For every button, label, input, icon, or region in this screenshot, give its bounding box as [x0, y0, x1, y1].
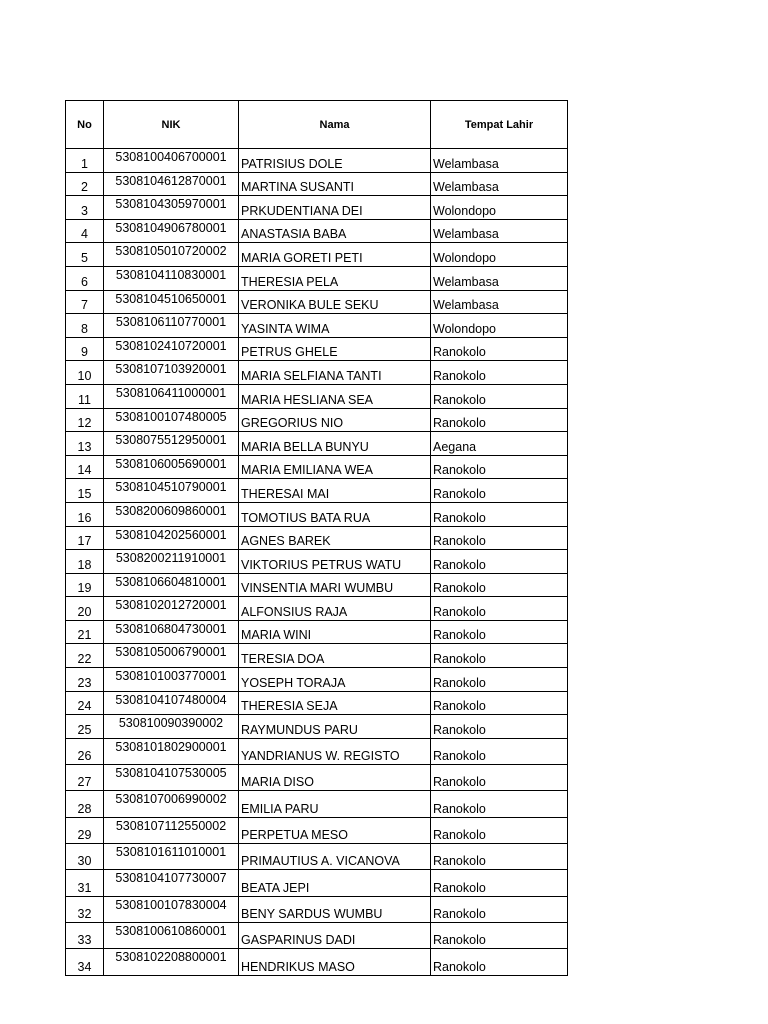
cell-no: 24 [66, 691, 104, 715]
cell-nik: 5308106411000001 [104, 384, 239, 408]
cell-tempat-lahir: Ranokolo [431, 691, 568, 715]
cell-nik: 5308104202560001 [104, 526, 239, 550]
cell-nama: MARTINA SUSANTI [239, 172, 431, 196]
table-row [66, 922, 568, 948]
cell-no: 19 [66, 573, 104, 597]
cell-tempat-lahir: Wolondopo [431, 196, 568, 220]
cell-tempat-lahir: Aegana [431, 432, 568, 456]
table-row [66, 550, 568, 574]
cell-nik: 5308100610860001 [104, 922, 239, 948]
cell-nik: 5308102012720001 [104, 597, 239, 621]
cell-nik: 5308100107480005 [104, 408, 239, 432]
cell-no: 18 [66, 550, 104, 574]
cell-nik: 5308102410720001 [104, 337, 239, 361]
cell-nama: YANDRIANUS W. REGISTO [239, 738, 431, 764]
cell-nik: 5308100406700001 [104, 149, 239, 173]
cell-nama: EMILIA PARU [239, 791, 431, 817]
cell-nama: VERONIKA BULE SEKU [239, 290, 431, 314]
cell-no: 1 [66, 149, 104, 173]
cell-nik: 5308075512950001 [104, 432, 239, 456]
cell-nama: MARIA WINI [239, 620, 431, 644]
header-nik: NIK [104, 101, 239, 149]
cell-nama: VIKTORIUS PETRUS WATU [239, 550, 431, 574]
cell-nama: PRKUDENTIANA DEI [239, 196, 431, 220]
table-body [66, 149, 568, 976]
cell-tempat-lahir: Ranokolo [431, 597, 568, 621]
cell-nama: MARIA SELFIANA TANTI [239, 361, 431, 385]
cell-nik: 5308104510790001 [104, 479, 239, 503]
cell-tempat-lahir: Ranokolo [431, 479, 568, 503]
cell-nama: YASINTA WIMA [239, 314, 431, 338]
cell-nama: THERESAI MAI [239, 479, 431, 503]
table-row [66, 361, 568, 385]
table-row [66, 479, 568, 503]
cell-nik: 530810090390002 [104, 715, 239, 739]
cell-nik: 5308101611010001 [104, 844, 239, 870]
table-row [66, 290, 568, 314]
cell-nama: AGNES BAREK [239, 526, 431, 550]
cell-nama: THERESIA PELA [239, 266, 431, 290]
table-row [66, 455, 568, 479]
cell-nama: RAYMUNDUS PARU [239, 715, 431, 739]
table-row [66, 738, 568, 764]
cell-nik: 5308200609860001 [104, 502, 239, 526]
cell-tempat-lahir: Ranokolo [431, 361, 568, 385]
cell-nik: 5308107103920001 [104, 361, 239, 385]
cell-no: 11 [66, 384, 104, 408]
table-row [66, 668, 568, 692]
header-row [66, 101, 568, 149]
cell-no: 25 [66, 715, 104, 739]
table-row [66, 765, 568, 791]
cell-nik: 5308104107480004 [104, 691, 239, 715]
cell-nik: 5308107112550002 [104, 817, 239, 843]
cell-no: 9 [66, 337, 104, 361]
cell-no: 32 [66, 896, 104, 922]
header-no: No [66, 101, 104, 149]
cell-tempat-lahir: Ranokolo [431, 765, 568, 791]
cell-tempat-lahir: Ranokolo [431, 573, 568, 597]
table-row [66, 502, 568, 526]
header-nama: Nama [239, 101, 431, 149]
cell-tempat-lahir: Ranokolo [431, 817, 568, 843]
cell-tempat-lahir: Ranokolo [431, 384, 568, 408]
cell-nik: 5308104906780001 [104, 219, 239, 243]
cell-tempat-lahir: Wolondopo [431, 314, 568, 338]
table-row [66, 337, 568, 361]
cell-no: 14 [66, 455, 104, 479]
cell-no: 5 [66, 243, 104, 267]
table-row [66, 196, 568, 220]
cell-nik: 5308101802900001 [104, 738, 239, 764]
cell-no: 2 [66, 172, 104, 196]
cell-tempat-lahir: Ranokolo [431, 738, 568, 764]
cell-tempat-lahir: Ranokolo [431, 455, 568, 479]
cell-tempat-lahir: Ranokolo [431, 870, 568, 896]
table-row [66, 644, 568, 668]
cell-nik: 5308101003770001 [104, 668, 239, 692]
cell-tempat-lahir: Ranokolo [431, 949, 568, 975]
cell-nama: BEATA JEPI [239, 870, 431, 896]
cell-nama: VINSENTIA MARI WUMBU [239, 573, 431, 597]
cell-no: 8 [66, 314, 104, 338]
cell-nik: 5308104510650001 [104, 290, 239, 314]
cell-no: 21 [66, 620, 104, 644]
cell-nama: MARIA GORETI PETI [239, 243, 431, 267]
cell-tempat-lahir: Ranokolo [431, 791, 568, 817]
cell-nik: 5308106804730001 [104, 620, 239, 644]
data-table [65, 100, 568, 976]
cell-nama: ANASTASIA BABA [239, 219, 431, 243]
table-row [66, 573, 568, 597]
table-row [66, 408, 568, 432]
table-row [66, 620, 568, 644]
table-row [66, 597, 568, 621]
cell-no: 7 [66, 290, 104, 314]
cell-tempat-lahir: Ranokolo [431, 620, 568, 644]
table-row [66, 149, 568, 173]
table-row [66, 715, 568, 739]
cell-no: 17 [66, 526, 104, 550]
table-header [66, 101, 568, 149]
cell-nik: 5308106604810001 [104, 573, 239, 597]
cell-nama: MARIA BELLA BUNYU [239, 432, 431, 456]
cell-nama: GREGORIUS NIO [239, 408, 431, 432]
cell-nik: 5308107006990002 [104, 791, 239, 817]
cell-tempat-lahir: Ranokolo [431, 526, 568, 550]
cell-nama: PRIMAUTIUS A. VICANOVA [239, 844, 431, 870]
cell-nama: PATRISIUS DOLE [239, 149, 431, 173]
cell-nik: 5308104107730007 [104, 870, 239, 896]
cell-no: 15 [66, 479, 104, 503]
cell-tempat-lahir: Welambasa [431, 219, 568, 243]
cell-no: 6 [66, 266, 104, 290]
cell-no: 13 [66, 432, 104, 456]
cell-tempat-lahir: Ranokolo [431, 844, 568, 870]
cell-no: 27 [66, 765, 104, 791]
table-row [66, 172, 568, 196]
cell-no: 31 [66, 870, 104, 896]
cell-tempat-lahir: Welambasa [431, 266, 568, 290]
cell-nama: THERESIA SEJA [239, 691, 431, 715]
cell-no: 12 [66, 408, 104, 432]
cell-tempat-lahir: Ranokolo [431, 668, 568, 692]
cell-no: 22 [66, 644, 104, 668]
cell-no: 26 [66, 738, 104, 764]
cell-tempat-lahir: Welambasa [431, 149, 568, 173]
table-row [66, 526, 568, 550]
table-row [66, 896, 568, 922]
cell-tempat-lahir: Welambasa [431, 290, 568, 314]
table-row [66, 844, 568, 870]
cell-nama: YOSEPH TORAJA [239, 668, 431, 692]
cell-nama: HENDRIKUS MASO [239, 949, 431, 975]
cell-nama: PERPETUA MESO [239, 817, 431, 843]
cell-nama: TERESIA DOA [239, 644, 431, 668]
cell-nik: 5308106110770001 [104, 314, 239, 338]
cell-tempat-lahir: Ranokolo [431, 644, 568, 668]
cell-no: 34 [66, 949, 104, 975]
cell-nik: 5308200211910001 [104, 550, 239, 574]
cell-nama: MARIA EMILIANA WEA [239, 455, 431, 479]
cell-no: 29 [66, 817, 104, 843]
cell-nik: 5308105010720002 [104, 243, 239, 267]
cell-nama: PETRUS GHELE [239, 337, 431, 361]
table-row [66, 266, 568, 290]
cell-tempat-lahir: Ranokolo [431, 896, 568, 922]
cell-no: 16 [66, 502, 104, 526]
cell-nama: MARIA HESLIANA SEA [239, 384, 431, 408]
cell-nik: 5308105006790001 [104, 644, 239, 668]
table-row [66, 949, 568, 975]
cell-tempat-lahir: Wolondopo [431, 243, 568, 267]
cell-nik: 5308100107830004 [104, 896, 239, 922]
cell-tempat-lahir: Ranokolo [431, 550, 568, 574]
cell-nik: 5308104107530005 [104, 765, 239, 791]
table-row [66, 791, 568, 817]
cell-no: 33 [66, 922, 104, 948]
cell-nama: ALFONSIUS RAJA [239, 597, 431, 621]
cell-nik: 5308102208800001 [104, 949, 239, 975]
table-row [66, 243, 568, 267]
table-row [66, 219, 568, 243]
table-row [66, 817, 568, 843]
cell-no: 28 [66, 791, 104, 817]
table-row [66, 314, 568, 338]
table-row [66, 432, 568, 456]
cell-no: 30 [66, 844, 104, 870]
header-tempat-lahir: Tempat Lahir [431, 101, 568, 149]
cell-no: 3 [66, 196, 104, 220]
table-row [66, 870, 568, 896]
cell-nama: BENY SARDUS WUMBU [239, 896, 431, 922]
cell-nik: 5308104305970001 [104, 196, 239, 220]
cell-nik: 5308104612870001 [104, 172, 239, 196]
table-row [66, 384, 568, 408]
cell-tempat-lahir: Ranokolo [431, 337, 568, 361]
cell-no: 10 [66, 361, 104, 385]
cell-nik: 5308104110830001 [104, 266, 239, 290]
cell-no: 20 [66, 597, 104, 621]
cell-no: 23 [66, 668, 104, 692]
cell-tempat-lahir: Ranokolo [431, 502, 568, 526]
table-row [66, 691, 568, 715]
cell-nama: GASPARINUS DADI [239, 922, 431, 948]
cell-nik: 5308106005690001 [104, 455, 239, 479]
cell-tempat-lahir: Ranokolo [431, 715, 568, 739]
cell-tempat-lahir: Ranokolo [431, 408, 568, 432]
cell-nama: MARIA DISO [239, 765, 431, 791]
cell-no: 4 [66, 219, 104, 243]
cell-tempat-lahir: Ranokolo [431, 922, 568, 948]
cell-tempat-lahir: Welambasa [431, 172, 568, 196]
cell-nama: TOMOTIUS BATA RUA [239, 502, 431, 526]
